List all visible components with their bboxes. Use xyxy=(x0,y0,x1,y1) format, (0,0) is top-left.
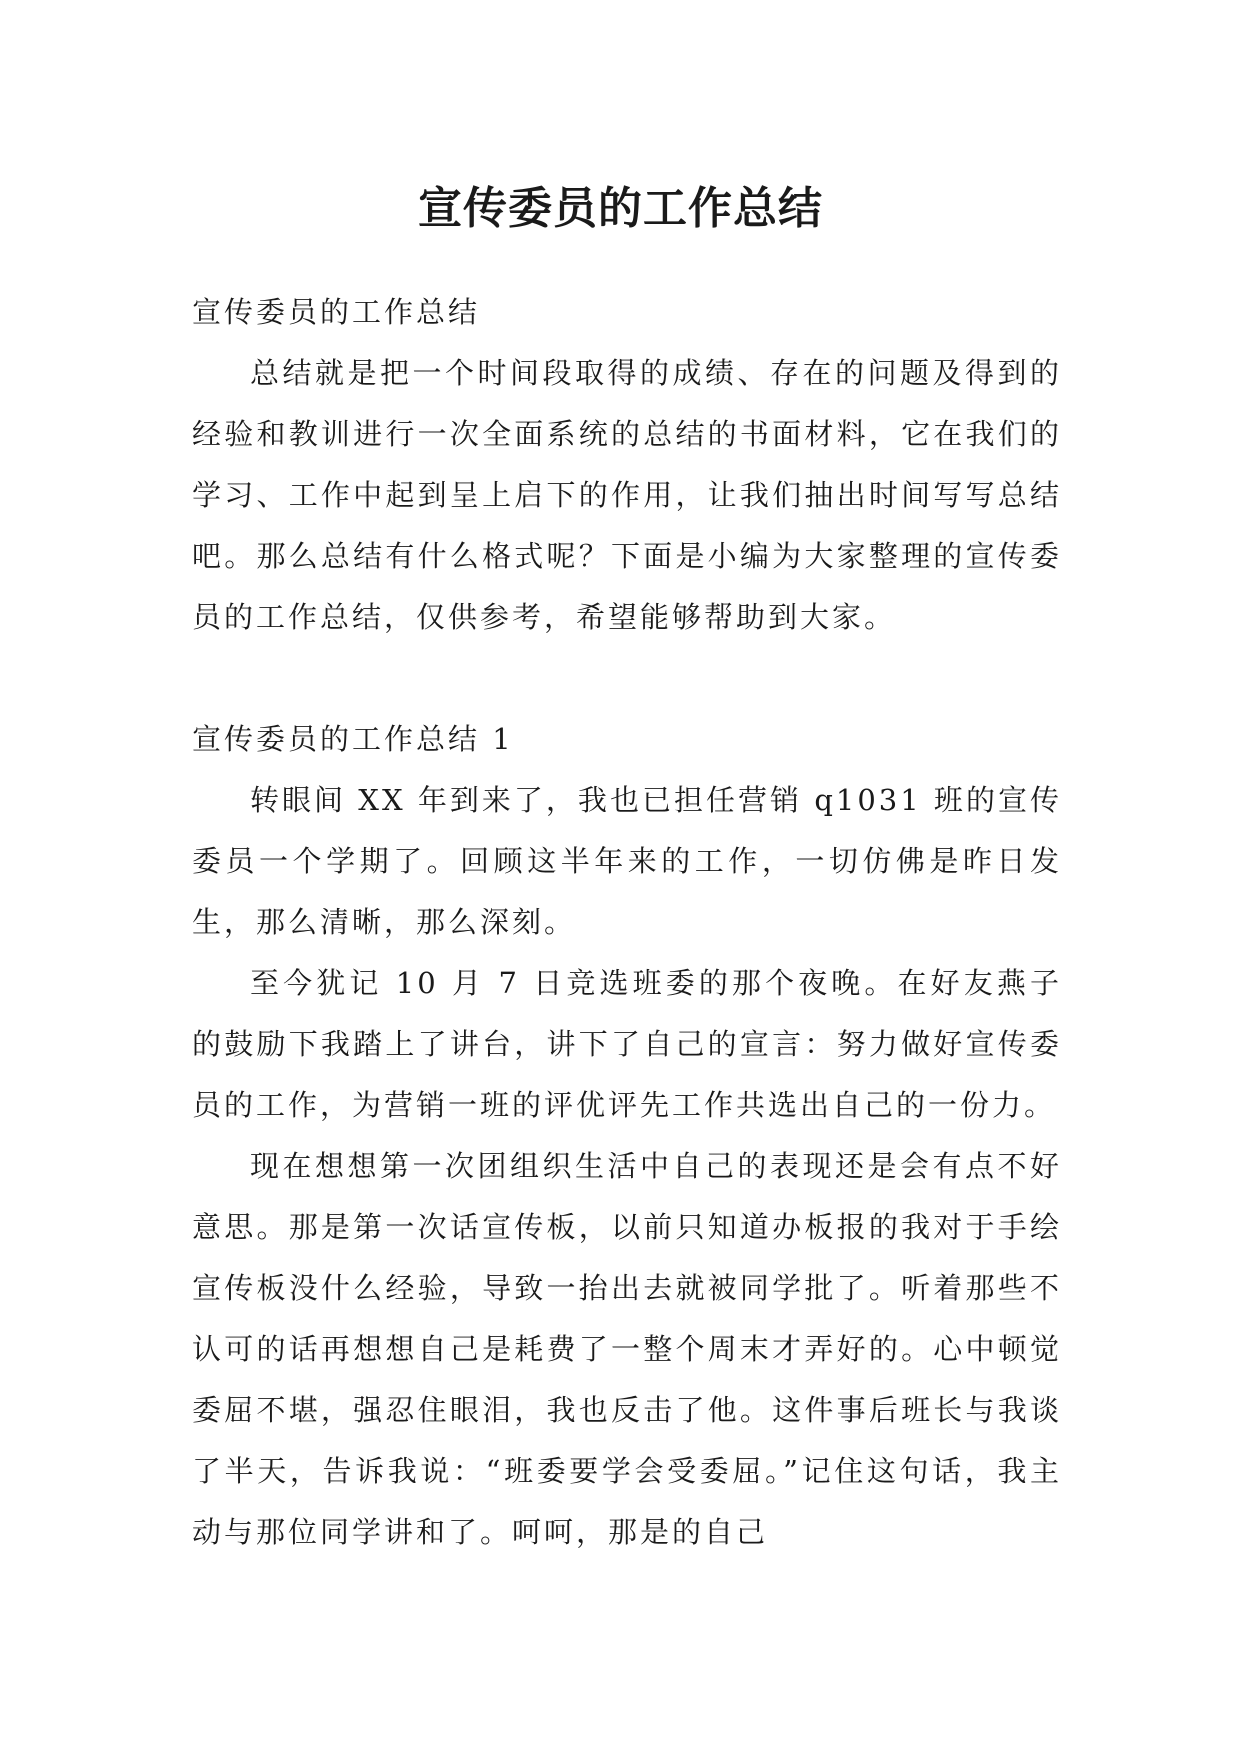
intro-heading: 宣传委员的工作总结 xyxy=(192,295,481,329)
intro-paragraph: 总结就是把一个时间段取得的成绩、存在的问题及得到的经验和教训进行一次全面系统的总结的书面材料，它在我们的学习、工作中起到呈上启下的作用，让我们抽出时间写写总结吧。那么总结有什么格式呢？下面是小编为大家整理的宣传委员的工作总结，仅供参考，希望能够帮助到大家。 xyxy=(192,356,1062,634)
body-paragraph: 至今犹记 10 月 7 日竞选班委的那个夜晚。在好友燕子的鼓励下我踏上了讲台，讲下了自己的宣言：努力做好宣传委员的工作，为营销一班的评优评先工作共选出自己的一份力。 xyxy=(192,966,1062,1122)
section-heading: 宣传委员的工作总结 1 xyxy=(192,722,514,756)
document-title: 宣传委员的工作总结 xyxy=(418,183,823,235)
document-body xyxy=(192,282,1062,1563)
body-paragraph: 现在想想第一次团组织生活中自己的表现还是会有点不好意思。那是第一次话宣传板，以前只知道办板报的我对于手绘宣传板没什么经验，导致一抬出去就被同学批了。听着那些不认可的话再想想自己是耗费了一整个周末才弄好的。心中顿觉委屈不堪，强忍住眼泪，我也反击了他。这件事后班长与我谈了半天，告诉我说：“班委要学会受委屈。”记住这句话，我主动与那位同学讲和了。呵呵，那是的自己 xyxy=(192,1149,1062,1549)
section-spacer xyxy=(192,648,1062,709)
body-paragraph: 转眼间 XX 年到来了，我也已担任营销 q1031 班的宣传委员一个学期了。回顾这半年来的工作，一切仿佛是昨日发生，那么清晰，那么深刻。 xyxy=(192,783,1062,939)
